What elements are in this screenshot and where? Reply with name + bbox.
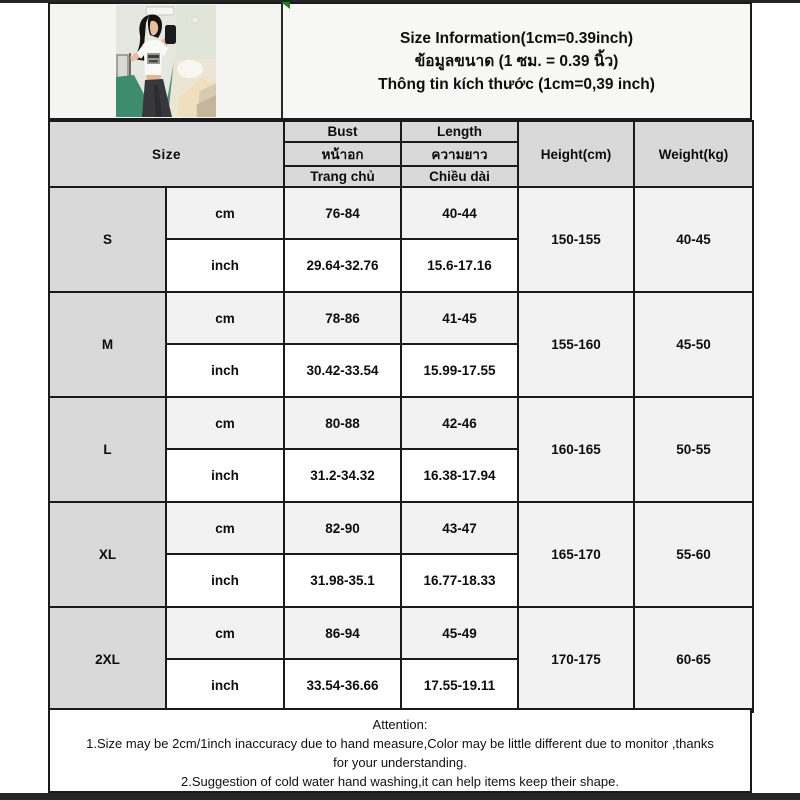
weight-value: 40-45 — [634, 187, 753, 292]
bust-header-vi: Trang chủ — [284, 166, 401, 187]
length-header-en: Length — [401, 121, 518, 142]
size-label: 2XL — [49, 607, 166, 712]
unit-cm: cm — [166, 292, 284, 344]
unit-inch: inch — [166, 554, 284, 607]
length-inch-value: 16.77-18.33 — [401, 554, 518, 607]
size-label: XL — [49, 502, 166, 607]
title-vietnamese: Thông tin kích thước (1cm=0,39 inch) — [378, 75, 655, 93]
unit-cm: cm — [166, 187, 284, 239]
unit-cm: cm — [166, 502, 284, 554]
length-header-th: ความยาว — [401, 142, 518, 166]
height-value: 150-155 — [518, 187, 634, 292]
bust-inch-value: 30.42-33.54 — [284, 344, 401, 397]
height-value: 160-165 — [518, 397, 634, 502]
height-header: Height(cm) — [518, 121, 634, 187]
bottom-edge-bar — [0, 793, 800, 800]
weight-value: 45-50 — [634, 292, 753, 397]
length-inch-value: 16.38-17.94 — [401, 449, 518, 502]
attention-line-2: 2.Suggestion of cold water hand washing,it can help items keep their shape. — [181, 774, 619, 789]
bust-cm-value: 76-84 — [284, 187, 401, 239]
bust-inch-value: 31.98-35.1 — [284, 554, 401, 607]
green-corner-marker — [281, 2, 290, 9]
length-inch-value: 15.99-17.55 — [401, 344, 518, 397]
unit-inch: inch — [166, 449, 284, 502]
attention-line-1: 1.Size may be 2cm/1inch inaccuracy due to hand measure,Color may be little different due to monitor ,thanks for your understanding. — [86, 736, 714, 770]
bust-header-en: Bust — [284, 121, 401, 142]
height-value: 165-170 — [518, 502, 634, 607]
bust-inch-value: 29.64-32.76 — [284, 239, 401, 292]
size-label: S — [49, 187, 166, 292]
attention-box — [48, 708, 752, 793]
length-inch-value: 15.6-17.16 — [401, 239, 518, 292]
weight-header: Weight(kg) — [634, 121, 753, 187]
length-cm-value: 42-46 — [401, 397, 518, 449]
bust-header-th: หน้าอก — [284, 142, 401, 166]
bust-cm-value: 82-90 — [284, 502, 401, 554]
photo-cell — [50, 4, 283, 118]
length-cm-value: 43-47 — [401, 502, 518, 554]
length-cm-value: 40-44 — [401, 187, 518, 239]
unit-inch: inch — [166, 344, 284, 397]
top-section — [48, 2, 752, 120]
weight-value: 55-60 — [634, 502, 753, 607]
title-english: Size Information(1cm=0.39inch) — [400, 29, 633, 47]
model-photo — [116, 5, 216, 117]
bust-cm-value: 80-88 — [284, 397, 401, 449]
length-inch-value: 17.55-19.11 — [401, 659, 518, 712]
bust-cm-value: 86-94 — [284, 607, 401, 659]
bust-cm-value: 78-86 — [284, 292, 401, 344]
height-value: 155-160 — [518, 292, 634, 397]
size-table — [48, 120, 754, 713]
size-label: M — [49, 292, 166, 397]
height-value: 170-175 — [518, 607, 634, 712]
unit-cm: cm — [166, 607, 284, 659]
length-cm-value: 45-49 — [401, 607, 518, 659]
weight-value: 60-65 — [634, 607, 753, 712]
unit-cm: cm — [166, 397, 284, 449]
bust-inch-value: 33.54-36.66 — [284, 659, 401, 712]
unit-inch: inch — [166, 239, 284, 292]
unit-inch: inch — [166, 659, 284, 712]
attention-title: Attention: — [372, 717, 428, 732]
size-info-header — [283, 4, 750, 118]
title-thai: ข้อมูลขนาด (1 ซม. = 0.39 นิ้ว) — [414, 52, 619, 70]
bust-inch-value: 31.2-34.32 — [284, 449, 401, 502]
weight-value: 50-55 — [634, 397, 753, 502]
length-header-vi: Chiều dài — [401, 166, 518, 187]
length-cm-value: 41-45 — [401, 292, 518, 344]
size-column-header: Size — [49, 121, 284, 187]
size-label: L — [49, 397, 166, 502]
